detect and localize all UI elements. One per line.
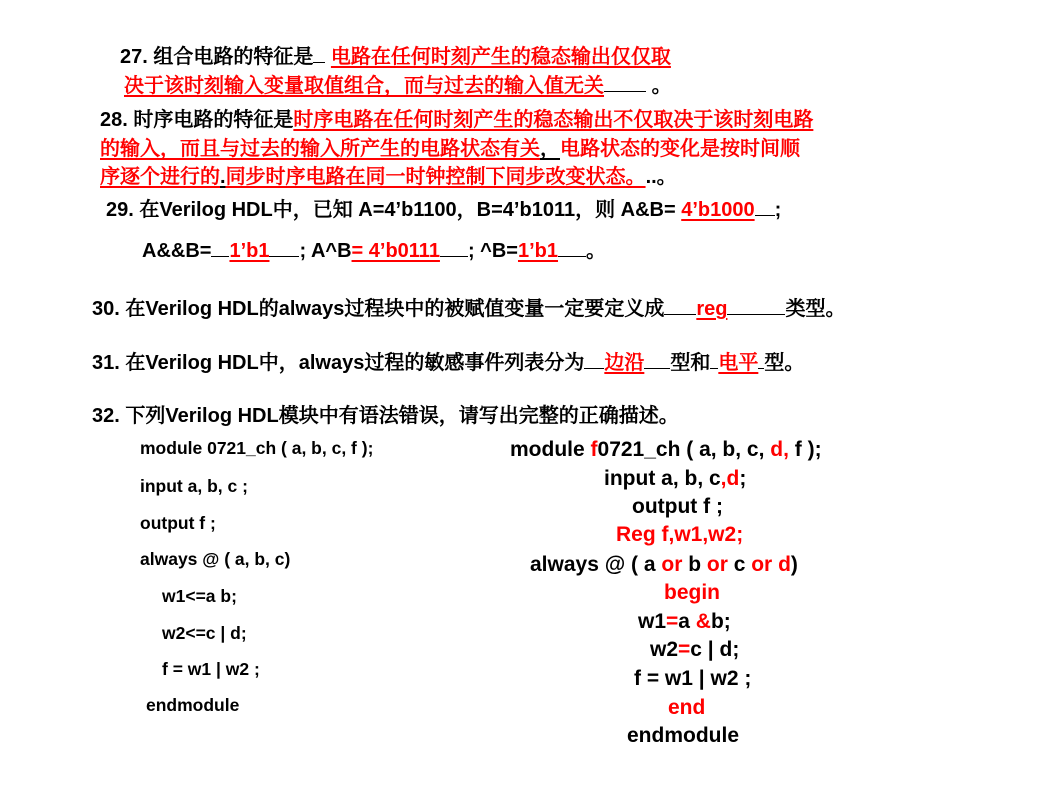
q29-ans-xor: = 4’b0111	[351, 240, 440, 262]
q29-ans-and: 4’b1000	[681, 199, 755, 221]
q31-line	[92, 350, 804, 376]
wrong-code-line: w2<=c | d;	[162, 623, 247, 643]
q27-line2	[124, 73, 672, 99]
wrong-code-line: f = w1 | w2 ;	[162, 659, 260, 679]
q30-text: 30. 在Verilog HDL的always过程块中的被赋值变量一定要定义成	[92, 298, 665, 320]
q31-answer-1: 边沿	[604, 352, 645, 374]
fixed-code-line-8: w2=c | d;	[650, 638, 740, 661]
wrong-code-line: output f ;	[140, 513, 216, 533]
q28-line2	[100, 136, 800, 162]
fixed-code-line-3: output f ;	[632, 495, 723, 518]
wrong-code-line: module 0721_ch ( a, b, c, f );	[140, 438, 374, 458]
wrong-code-line: w1<=a b;	[162, 586, 237, 606]
q29-line1	[106, 197, 781, 223]
q27-answer-2: 决于该时刻输入变量取值组合，而与过去的输入值无关	[124, 75, 604, 97]
fixed-code-line-6: begin	[664, 581, 720, 604]
q31-answer-2: 电平	[718, 352, 759, 374]
q31-middle: 型和	[670, 352, 711, 374]
fixed-code-line-2: input a, b, c,d;	[604, 467, 747, 490]
q28-answer-3b: 同步时序电路在同一时钟控制下同步改变状态。	[225, 166, 646, 188]
fixed-code-line-1: module f0721_ch ( a, b, c, d, f );	[510, 438, 822, 461]
q28-dot: .	[220, 166, 226, 188]
q29-label-xor: ; A^B	[299, 240, 352, 262]
q28-line1	[100, 107, 813, 133]
q29-semi: ;	[774, 199, 782, 221]
q29-label-rxor: ; ^B=	[467, 240, 518, 262]
fixed-code-line-5: always @ ( a or b or c or d)	[530, 553, 798, 576]
fixed-code-line-7: w1=a &b;	[638, 610, 731, 633]
q27-end: 。	[651, 75, 672, 97]
q31-text: 31. 在Verilog HDL中，always过程的敏感事件列表分为	[92, 352, 585, 374]
q28-line3	[100, 164, 677, 190]
q28-answer-1: 时序电路在任何时刻产生的稳态输出不仅取决于该时刻电路	[293, 109, 814, 131]
q31-suffix: 型。	[764, 352, 805, 374]
fixed-code-line-10: end	[668, 696, 706, 719]
q28-prefix: 28. 时序电路的特征是	[100, 109, 294, 131]
q28-answer-2a: 的输入，而且与过去的输入所产生的电路状态有关	[100, 138, 540, 160]
q28-answer-3a: 序逐个进行的	[100, 166, 220, 188]
q30-suffix: 类型。	[785, 298, 846, 320]
q29-end: 。	[586, 240, 607, 262]
q29-label-land: A&&B=	[142, 240, 212, 262]
q29-ans-rxor: 1’b1	[517, 240, 559, 262]
q27-line1	[120, 44, 671, 70]
q28-comma: ，	[540, 138, 560, 160]
q29-text: 29. 在Verilog HDL中，已知 A=4’b1100，B=4’b1011，则 A&B=	[106, 199, 676, 221]
fixed-code-line-4: Reg f,w1,w2;	[616, 523, 744, 546]
q27-answer-1: 电路在任何时刻产生的稳态输出仅仅取	[330, 46, 671, 68]
q27-prefix: 27. 组合电路的特征是	[120, 46, 314, 68]
fixed-code-line-9: f = w1 | w2 ;	[634, 667, 752, 690]
wrong-code-line: input a, b, c ;	[140, 476, 248, 496]
q32-heading: 32. 下列Verilog HDL模块中有语法错误，请写出完整的正确描述。	[92, 405, 679, 427]
wrong-code-line: always @ ( a, b, c)	[140, 549, 291, 569]
q28-answer-2b: 电路状态的变化是按时间顺	[560, 138, 800, 160]
wrong-code-line: endmodule	[146, 695, 240, 715]
q30-line	[92, 296, 845, 322]
q28-end: ..。	[645, 166, 677, 188]
fixed-code-line-11: endmodule	[627, 724, 740, 747]
q29-ans-land: 1’b1	[229, 240, 270, 262]
q30-answer: reg	[696, 298, 728, 320]
q29-line2	[142, 238, 606, 264]
